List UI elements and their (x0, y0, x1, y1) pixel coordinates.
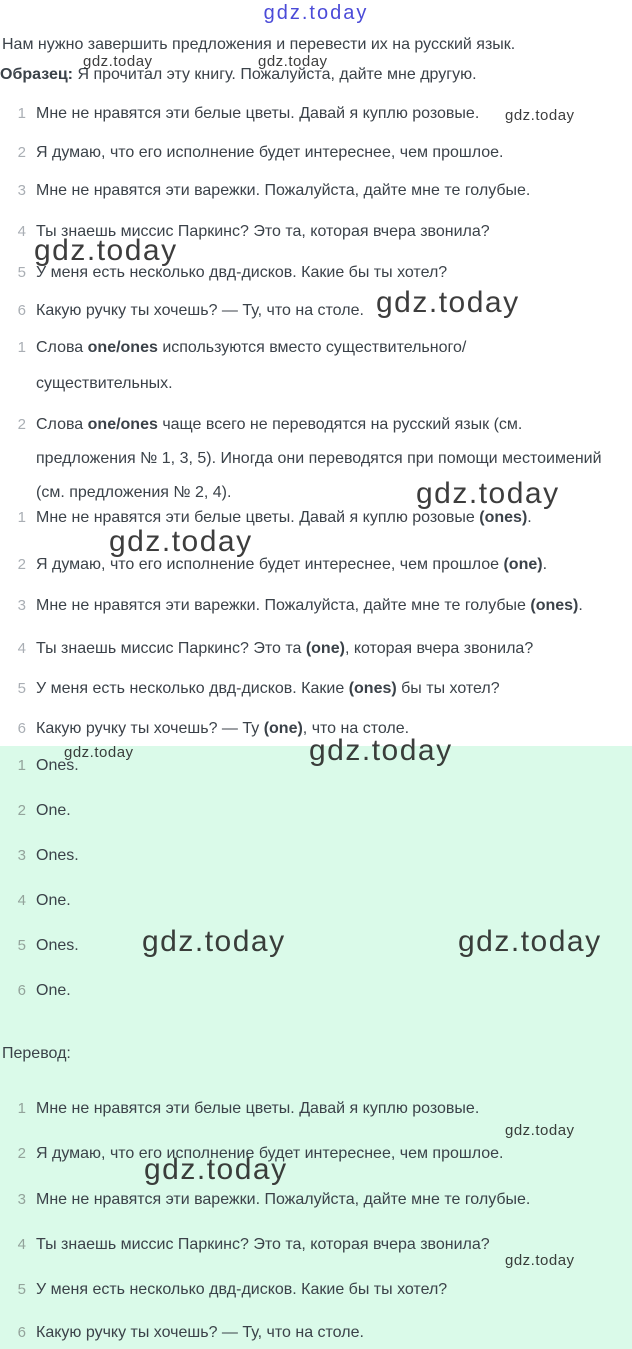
note-line: Слова one/ones используются вместо существительного/ (36, 339, 467, 356)
item-number: 2 (17, 144, 26, 161)
item-number: 1 (17, 339, 26, 356)
item-number: 2 (17, 556, 26, 573)
item-text: Ones. (36, 847, 79, 864)
item-number: 5 (17, 937, 26, 954)
answer-sentence-row (0, 639, 632, 659)
item-number: 1 (17, 105, 26, 122)
task-sentence-row (0, 143, 632, 163)
item-number: 6 (17, 302, 26, 319)
short-answer-row (0, 846, 632, 866)
item-number: 2 (17, 1145, 26, 1162)
watermark: gdz.today (64, 744, 134, 761)
sample-label: Образец: (0, 66, 73, 83)
item-number: 4 (17, 223, 26, 240)
item-text: One. (36, 802, 71, 819)
item-number: 5 (17, 680, 26, 697)
answer-sentence-row (0, 555, 632, 575)
watermark: gdz.today (142, 925, 286, 958)
watermark: gdz.today (144, 1153, 288, 1186)
watermark: gdz.today (83, 53, 153, 70)
watermark: gdz.today (505, 1252, 575, 1269)
item-text: Мне не нравятся эти белые цветы. Давай я куплю розовые (ones). (36, 509, 532, 526)
item-number: 3 (17, 182, 26, 199)
short-answer-row (0, 891, 632, 911)
item-text: Мне не нравятся эти варежки. Пожалуйста, дайте мне те голубые. (36, 1191, 531, 1208)
item-text: Я думаю, что его исполнение будет интереснее, чем прошлое. (36, 1145, 504, 1162)
item-text: У меня есть несколько двд-дисков. Какие бы ты хотел? (36, 264, 448, 281)
item-number: 5 (17, 264, 26, 281)
item-text: У меня есть несколько двд-дисков. Какие (ones) бы ты хотел? (36, 680, 500, 697)
note-line: Слова one/ones чаще всего не переводятся на русский язык (см. (36, 416, 523, 433)
translation-row (0, 1099, 632, 1119)
item-text: Какую ручку ты хочешь? — Ту, что на столе. (36, 1324, 364, 1341)
watermark: gdz.today (109, 525, 253, 558)
item-text: Мне не нравятся эти белые цветы. Давай я куплю розовые. (36, 1100, 480, 1117)
item-text: One. (36, 982, 71, 999)
sample-text: Я прочитал эту книгу. Пожалуйста, дайте мне другую. (73, 66, 477, 83)
site-logo: gdz.today (263, 2, 369, 24)
watermark: gdz.today (34, 234, 178, 267)
sample-sentence (0, 66, 477, 84)
translation-heading: Перевод: (2, 1045, 71, 1062)
item-number: 2 (17, 416, 26, 433)
note-line: существительных. (36, 375, 173, 392)
translation-row (0, 1280, 632, 1300)
task-sentence-row (0, 301, 632, 321)
item-number: 5 (17, 1281, 26, 1298)
translation-row (0, 1190, 632, 1210)
item-number: 4 (17, 1236, 26, 1253)
item-number: 1 (17, 757, 26, 774)
grammar-note-row (0, 330, 632, 402)
item-number: 6 (17, 982, 26, 999)
item-text: Какую ручку ты хочешь? — Ту (one), что на столе. (36, 720, 410, 737)
task-description: Нам нужно завершить предложения и перевести их на русский язык. (2, 36, 516, 53)
item-number: 6 (17, 720, 26, 737)
item-text: One. (36, 892, 71, 909)
translation-row (0, 1144, 632, 1164)
item-number: 2 (17, 802, 26, 819)
watermark: gdz.today (458, 925, 602, 958)
item-text: Какую ручку ты хочешь? — Ту, что на столе. (36, 302, 364, 319)
item-number: 6 (17, 1324, 26, 1341)
item-text: Ты знаешь миссис Паркинс? Это та (one), которая вчера звонила? (36, 640, 534, 657)
item-number: 3 (17, 1191, 26, 1208)
item-number: 1 (17, 1100, 26, 1117)
watermark: gdz.today (505, 1122, 575, 1139)
item-number: 3 (17, 847, 26, 864)
item-text: Ones. (36, 937, 79, 954)
item-number: 4 (17, 892, 26, 909)
watermark: gdz.today (376, 286, 520, 319)
item-text: Я думаю, что его исполнение будет интереснее, чем прошлое (one). (36, 556, 548, 573)
item-text: Ones. (36, 757, 79, 774)
note-line: (см. предложения № 2, 4). (36, 484, 232, 501)
answer-sentence-row (0, 508, 632, 528)
watermark: gdz.today (309, 734, 453, 767)
item-text: У меня есть несколько двд-дисков. Какие бы ты хотел? (36, 1281, 448, 1298)
item-text: Мне не нравятся эти варежки. Пожалуйста, дайте мне те голубые. (36, 182, 531, 199)
task-sentence-row (0, 181, 632, 201)
answer-sentence-row (0, 679, 632, 699)
note-line: предложения № 1, 3, 5). Иногда они переводятся при помощи местоимений (36, 450, 602, 467)
item-text: Мне не нравятся эти варежки. Пожалуйста, дайте мне те голубые (ones). (36, 597, 583, 614)
short-answer-row (0, 981, 632, 1001)
item-text: Мне не нравятся эти белые цветы. Давай я куплю розовые. (36, 105, 480, 122)
item-text: Я думаю, что его исполнение будет интереснее, чем прошлое. (36, 144, 504, 161)
item-text: Ты знаешь миссис Паркинс? Это та, которая вчера звонила? (36, 1236, 490, 1253)
item-number: 4 (17, 640, 26, 657)
item-number: 1 (17, 509, 26, 526)
watermark: gdz.today (258, 53, 328, 70)
short-answer-row (0, 801, 632, 821)
item-number: 3 (17, 597, 26, 614)
watermark: gdz.today (416, 477, 560, 510)
item-text (36, 330, 466, 402)
translation-row (0, 1323, 632, 1343)
item-text: Ты знаешь миссис Паркинс? Это та, которая вчера звонила? (36, 223, 490, 240)
watermark: gdz.today (505, 107, 575, 124)
answer-sentence-row (0, 596, 632, 616)
